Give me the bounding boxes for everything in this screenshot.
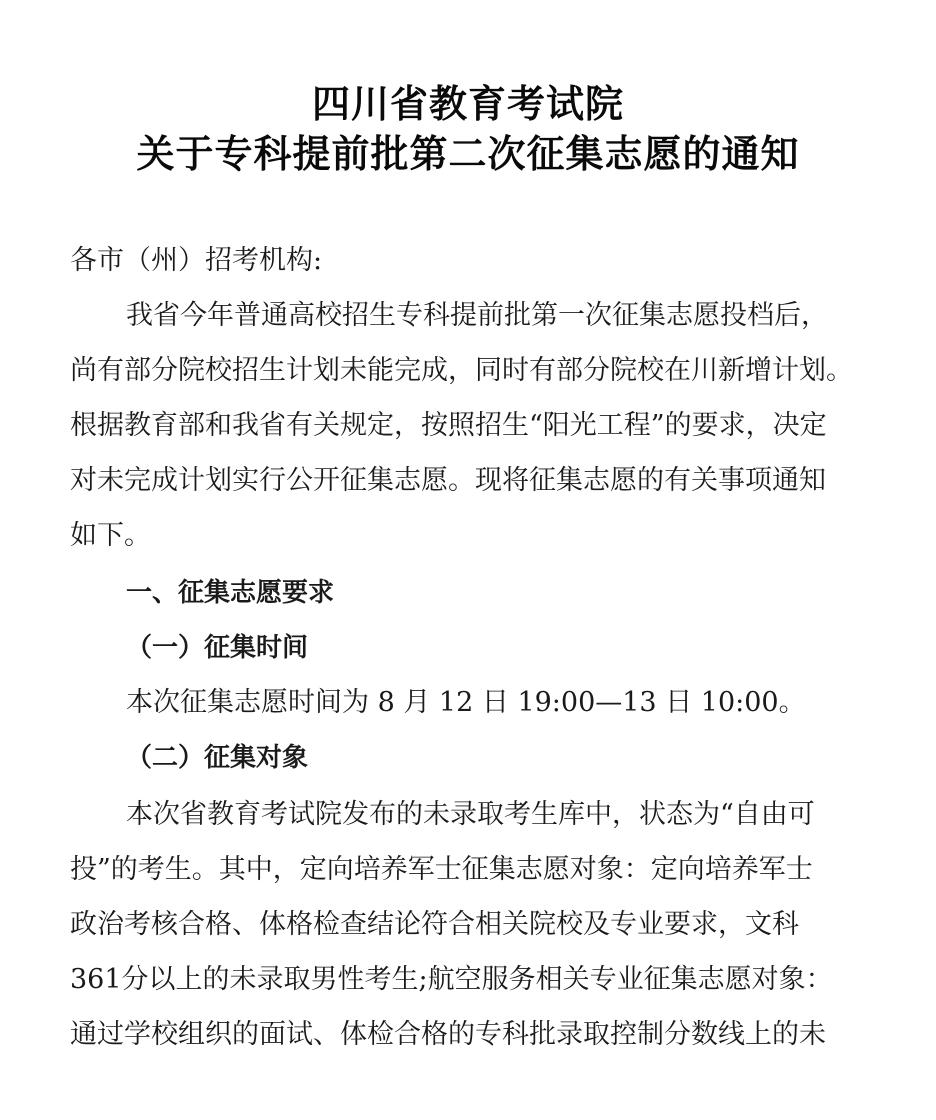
document-title-line-2: 关于专科提前批第二次征集志愿的通知 xyxy=(136,132,800,176)
intro-line-3: 根据教育部和我省有关规定，按照招生“阳光工程”的要求，决定 xyxy=(70,410,827,441)
target-line-2: 投”的考生。其中，定向培养军士征集志愿对象：定向培养军士 xyxy=(70,854,813,885)
subsection-heading-time: （一）征集时间 xyxy=(126,633,309,663)
intro-line-1: 我省今年普通高校招生专科提前批第一次征集志愿投档后， xyxy=(126,300,828,331)
subsection-heading-target: （二）征集对象 xyxy=(126,743,309,773)
collection-time-text: 本次征集志愿时间为 8 月 12 日 19:00—13 日 10:00。 xyxy=(126,687,806,718)
section-heading-requirements: 一、征集志愿要求 xyxy=(126,578,335,608)
intro-line-4: 对未完成计划实行公开征集志愿。现将征集志愿的有关事项通知 xyxy=(70,465,826,496)
document-title-line-1: 四川省教育考试院 xyxy=(311,82,624,126)
target-line-5: 通过学校组织的面试、体检合格的专科批录取控制分数线上的未 xyxy=(70,1019,826,1050)
intro-line-2: 尚有部分院校招生计划未能完成，同时有部分院校在川新增计划。 xyxy=(70,355,853,386)
intro-line-5: 如下。 xyxy=(70,520,151,551)
target-line-1: 本次省教育考试院发布的未录取考生库中，状态为“自由可 xyxy=(126,799,815,830)
target-line-4: 361分以上的未录取男性考生;航空服务相关专业征集志愿对象： xyxy=(70,964,833,995)
salutation: 各市（州）招考机构: xyxy=(70,245,323,276)
target-line-3: 政治考核合格、体格检查结论符合相关院校及专业要求，文科 xyxy=(70,909,799,940)
